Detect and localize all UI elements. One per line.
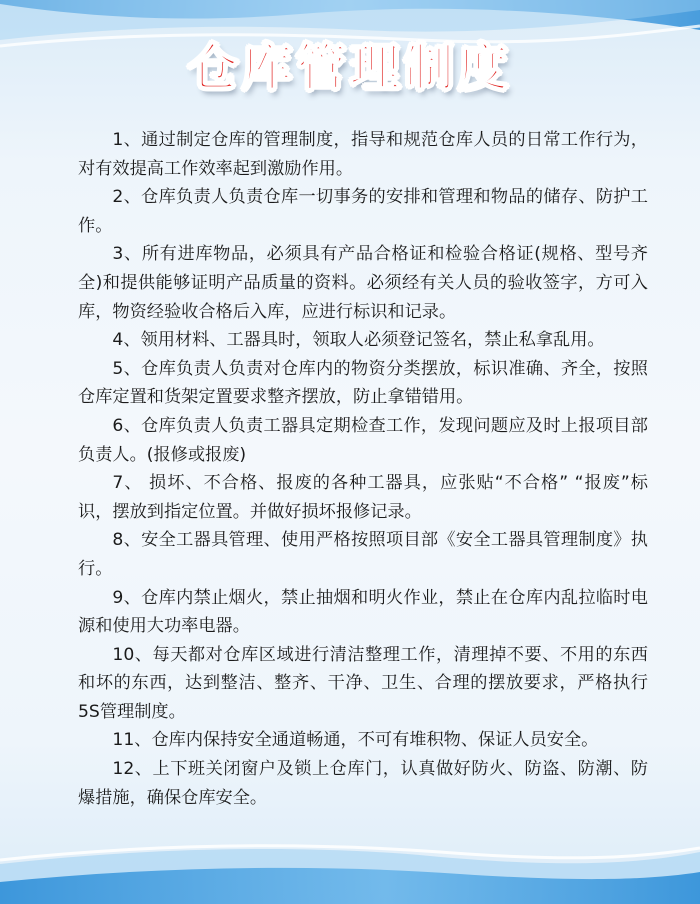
- regulation-item: 11、仓库内保持安全通道畅通，不可有堆积物、保证人员安全。: [112, 730, 599, 751]
- regulation-item: 2、仓库负责人负责仓库一切事务的安排和管理和物品的储存、防护工作。: [78, 187, 648, 236]
- regulation-item: 7、 损坏、不合格、报废的各种工器具，应张贴“不合格” “报废”标识，摆放到指定位置。并做好损坏报修记录。: [78, 473, 648, 522]
- regulation-item: 5、仓库负责人负责对仓库内的物资分类摆放，标识准确、齐全，按照仓库定置和货架定置要求整齐摆放，防止拿错错用。: [78, 358, 648, 408]
- regulation-item: 3、所有进库物品，必须具有产品合格证和检验合格证(规格、型号齐全)和提供能够证明产品质量的资料。必须经有关人员的验收签字，方可入库，物资经验收合格后入库，应进行标识和记录。: [78, 244, 648, 322]
- regulation-item: 9、仓库内禁止烟火，禁止抽烟和明火作业，禁止在仓库内乱拉临时电源和使用大功率电器。: [78, 587, 648, 637]
- regulation-item: 6、仓库负责人负责工器具定期检查工作，发现问题应及时上报项目部负责人。(报修或报废): [78, 415, 648, 465]
- regulation-list: [78, 126, 648, 812]
- page-title: 仓库管理制度: [188, 39, 512, 97]
- regulation-item: 4、领用材料、工器具时，领取人必须登记签名，禁止私拿乱用。: [112, 330, 605, 351]
- regulation-item: 1、通过制定仓库的管理制度，指导和规范仓库人员的日常工作行为，对有效提高工作效率起到激励作用。: [78, 130, 648, 179]
- regulation-item: 8、安全工器具管理、使用严格按照项目部《安全工器具管理制度》执行。: [78, 530, 648, 579]
- bottom-wave-decoration: [0, 794, 700, 904]
- regulation-item: 10、每天都对仓库区域进行清洁整理工作，清理掉不要、不用的东西和坏的东西，达到整洁、整齐、干净、卫生、合理的摆放要求，严格执行5S管理制度。: [78, 644, 648, 722]
- regulation-item: 12、上下班关闭窗户及锁上仓库门，认真做好防火、防盗、防潮、防爆措施，确保仓库安全。: [78, 759, 648, 808]
